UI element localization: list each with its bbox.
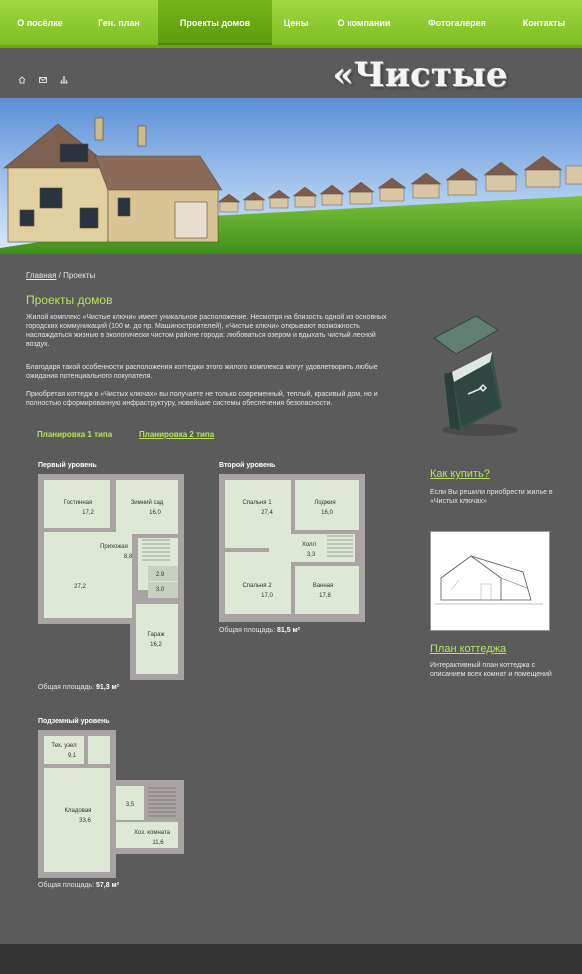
room-size: 3,3 xyxy=(306,552,316,558)
room-size: 17,2 xyxy=(82,510,94,516)
main-nav xyxy=(0,0,582,48)
room-size: 16,0 xyxy=(149,510,161,516)
room-label: Прихожая xyxy=(100,544,128,550)
room-label: Спальня 2 xyxy=(242,583,272,589)
room-label: Ванная xyxy=(312,583,334,589)
tab-layout-type-2[interactable]: Планировка 2 типа xyxy=(139,430,215,439)
room-label: Спальня 1 xyxy=(242,500,272,506)
basement-level-plan xyxy=(38,730,184,878)
room-size: 11,6 xyxy=(152,840,164,846)
room-size: 27,4 xyxy=(261,510,273,516)
nav-item-prices[interactable]: Цены xyxy=(283,17,309,28)
second-level-area: Общая площадь: 81,5 м² xyxy=(219,627,301,634)
nav-item-contacts[interactable]: Контакты xyxy=(522,17,566,28)
first-level-plan xyxy=(38,474,184,680)
room-size: 3,0 xyxy=(155,587,165,593)
cottage-plan-thumbnail[interactable] xyxy=(430,531,550,631)
room-label: Хоз. комната xyxy=(134,830,170,836)
nav-item-about-company[interactable]: О компании xyxy=(337,17,391,28)
second-level-title: Второй уровень xyxy=(219,462,276,469)
cottage-plan-text: Интерактивный план коттеджа с описанием всех комнат и помещений xyxy=(430,662,552,678)
key-box-image xyxy=(430,312,520,437)
room-size: 16,2 xyxy=(150,642,162,648)
room-label: Кладовая xyxy=(64,808,92,814)
room-label: Лоджия xyxy=(314,500,336,506)
first-level-area: Общая площадь: 91,3 м² xyxy=(38,684,120,691)
breadcrumb-separator: / xyxy=(56,271,64,280)
basement-level-area: Общая площадь: 57,8 м² xyxy=(38,882,120,889)
nav-item-about-village[interactable]: О посёлке xyxy=(17,17,63,28)
home-icon[interactable] xyxy=(17,76,27,84)
first-level-title: Первый уровень xyxy=(38,462,97,469)
how-to-buy-text: Если Вы решили приобрести жилье в «Чистых ключах» xyxy=(430,489,553,505)
breadcrumb-home-link[interactable]: Главная xyxy=(26,271,57,280)
room-label: Тех. узел xyxy=(51,743,77,749)
hero-banner xyxy=(0,98,582,254)
room-size: 3,5 xyxy=(125,802,135,808)
footer xyxy=(0,944,582,974)
intro-paragraph-2: Благодаря такой особенности расположения коттеджи этого жилого комплекса могут удовлетворить любые ожидания потенциального покупателя. xyxy=(26,364,378,380)
intro-paragraph-1: Жилой комплекс «Чистые ключи» имеет уникальное расположение. Несмотря на близость одной из основных городских коммуникаций (100 м. до пр. Машиностроителей), «Чистые ключи» открывают возможность наслаждаться жизнью в экологически чистом районе города: любоваться озером и вдыхать чистый лесной воздух. xyxy=(26,314,387,348)
page-title: Проекты домов xyxy=(26,293,113,307)
room-size: 16,0 xyxy=(321,510,333,516)
room-label: Холл xyxy=(301,542,317,548)
mail-icon[interactable] xyxy=(38,76,48,84)
nav-item-master-plan[interactable]: Ген. план xyxy=(98,17,140,28)
tab-layout-type-1[interactable]: Планировка 1 типа xyxy=(37,430,113,439)
room-size: 8,8 xyxy=(123,554,133,560)
room-size: 33,6 xyxy=(79,818,91,824)
nav-item-house-projects[interactable]: Проекты домов xyxy=(158,0,272,45)
room-size: 17,0 xyxy=(261,593,273,599)
intro-paragraph-3: Приобретая коттедж в «Чистых ключах» вы получаете не только современный, теплый, красивый дом, но и полностью сформированную инфраструктуру, новейшие системы обеспечения безопасности. xyxy=(26,391,378,407)
breadcrumb xyxy=(26,271,95,280)
room-size: 9,1 xyxy=(67,753,77,759)
cottage-plan-link[interactable]: План коттеджа xyxy=(430,643,507,655)
nav-item-gallery[interactable]: Фотогалерея xyxy=(428,17,486,28)
room-size: 27,2 xyxy=(74,584,86,590)
breadcrumb-current: Проекты xyxy=(63,271,96,280)
room-label: Зимний сад xyxy=(130,500,164,506)
room-size: 17,8 xyxy=(319,593,331,599)
room-size: 2,9 xyxy=(155,572,165,578)
sitemap-icon[interactable] xyxy=(59,76,69,84)
basement-level-title: Подземный уровень xyxy=(38,718,110,725)
second-level-plan xyxy=(219,474,365,622)
room-label: Гостинная xyxy=(63,500,93,506)
logo[interactable]: «Чистые xyxy=(332,55,508,95)
room-label: Гараж xyxy=(147,632,165,638)
how-to-buy-link[interactable]: Как купить? xyxy=(430,468,490,480)
